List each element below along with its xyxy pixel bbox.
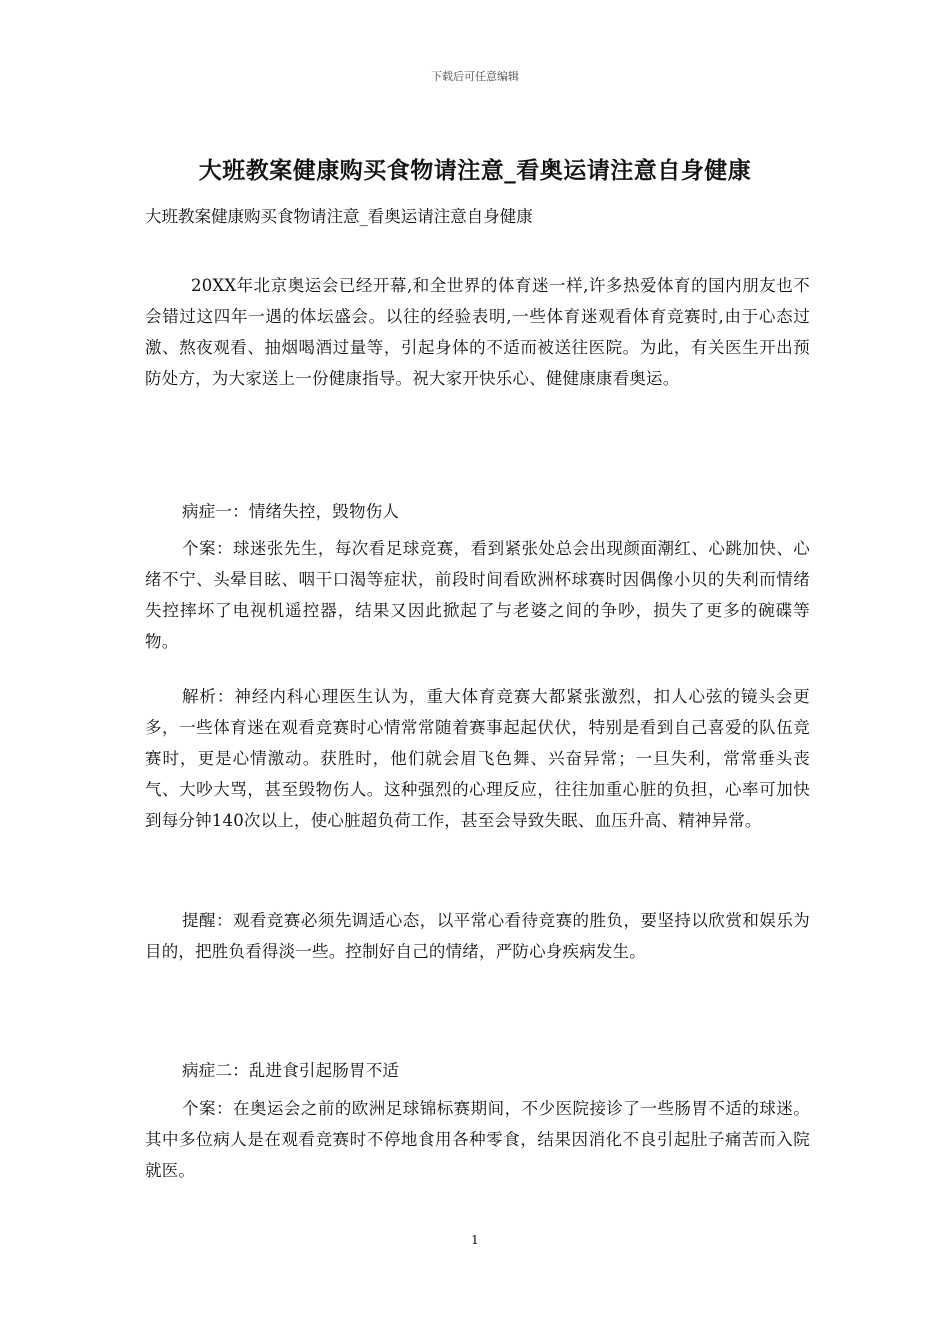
section1-analysis-paragraph: 解析：神经内科心理医生认为，重大体育竞赛大都紧张激烈，扣人心弦的镜头会更多，一些体育迷在观看竞赛时心情常常随着赛事起起伏伏，特别是看到自己喜爱的队伍竞赛时，更是心情激动。获胜时，他们就会眉飞色舞、兴奋异常；一旦失利，常常垂头丧气、大吵大骂，甚至毁物伤人。这种强烈的心理反应，往往加重心脏的负担，心率可加快到每分钟140次以上，使心脏超负荷工作，甚至会导致失眠、血压升高、精神异常。	[145, 687, 810, 830]
section1-heading: 病症一：情绪失控，毁物伤人	[182, 502, 400, 521]
document-subtitle: 大班教案健康购买食物请注意_看奥运请注意自身健康	[145, 207, 533, 226]
section1-case-paragraph: 个案：球迷张先生，每次看足球竞赛，看到紧张处总会出现颜面潮红、心跳加快、心绪不宁、头晕目眩、咽干口渴等症状，前段时间看欧洲杯球赛时因偶像小贝的失利而情绪失控摔坏了电视机遥控器，结果又因此掀起了与老婆之间的争吵，损失了更多的碗碟等物。	[145, 539, 810, 651]
header-note: 下载后可任意编辑	[431, 70, 519, 83]
section1-reminder-paragraph: 提醒：观看竞赛必须先调适心态，以平常心看待竞赛的胜负，要坚持以欣赏和娱乐为目的，把胜负看得淡一些。控制好自己的情绪，严防心身疾病发生。	[145, 911, 810, 961]
section2-case-paragraph: 个案：在奥运会之前的欧洲足球锦标赛期间，不少医院接诊了一些肠胃不适的球迷。其中多位病人是在观看竞赛时不停地食用各种零食，结果因消化不良引起肚子痛苦而入院就医。	[145, 1099, 810, 1180]
intro-paragraph: 20XX年北京奥运会已经开幕,和全世界的体育迷一样,许多热爱体育的国内朋友也不会错过这四年一遇的体坛盛会。以往的经验表明,一些体育迷观看体育竞赛时,由于心态过激、熬夜观看、抽烟喝酒过量等，引起身体的不适而被送往医院。为此，有关医生开出预防处方，为大家送上一份健康指导。祝大家开快乐心、健健康康看奥运。	[145, 276, 810, 388]
section2-heading: 病症二：乱进食引起肠胃不适	[182, 1061, 400, 1080]
page-number: 1	[471, 1233, 479, 1247]
document-title: 大班教案健康购买食物请注意_看奥运请注意自身健康	[198, 157, 752, 184]
